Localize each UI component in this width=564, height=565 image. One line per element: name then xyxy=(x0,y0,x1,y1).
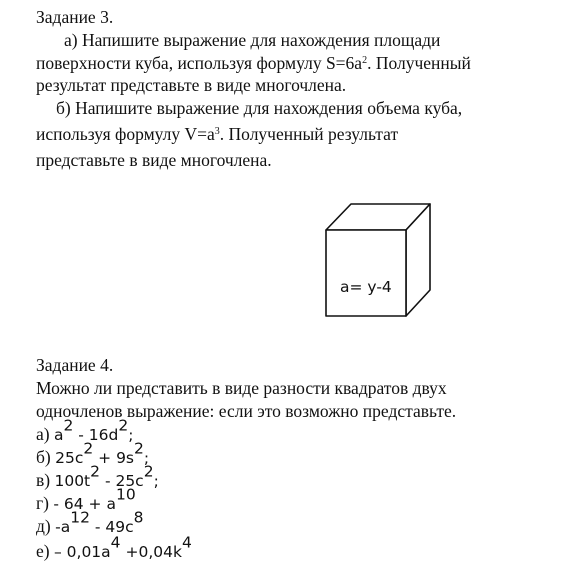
task4-item-term: 100t xyxy=(54,472,91,490)
cube-figure xyxy=(320,198,440,322)
task4-item-prefix: в) xyxy=(36,470,55,490)
task4-intro-line2: одночленов выражение: если это возможно представьте. xyxy=(36,401,457,421)
task4-item-prefix: д) xyxy=(36,516,56,536)
task4-item-exponent: 2 xyxy=(143,462,154,481)
task4-item-exponent: 4 xyxy=(110,533,121,552)
task4-item-term: +0,04k xyxy=(120,543,182,561)
task3-b-line2 xyxy=(36,123,398,145)
task4-item-term: 25c xyxy=(55,449,84,467)
task4-item-exponent: 2 xyxy=(134,439,144,458)
task4-item xyxy=(36,462,159,492)
task4-item-exponent: 4 xyxy=(181,533,192,552)
task3-a-line2-text: поверхности куба, используя формулу S=6a xyxy=(36,53,363,73)
task4-item xyxy=(36,508,144,538)
task4-item-exponent: 12 xyxy=(70,508,90,527)
task4-item-exponent: 10 xyxy=(115,485,136,504)
task3-b-line2-text: используя формулу V=a xyxy=(36,124,215,144)
task3-b-line2-sup: 3 xyxy=(214,126,220,137)
task4-item-exponent: 2 xyxy=(63,416,74,435)
cube-front-face xyxy=(326,230,406,316)
task4-item-prefix: а) xyxy=(36,424,54,444)
task4-item-term: - 16d xyxy=(73,426,119,444)
task4-item-term: -a xyxy=(55,518,71,536)
task3-a-line2 xyxy=(36,52,471,74)
task4-item-term: ; xyxy=(143,449,150,467)
task3-b-line2-post: . Полученный результат xyxy=(219,124,399,144)
task3-a-line2-sup: 2 xyxy=(362,55,368,66)
task3-b-line1: б) Напишите выражение для нахождения объема куба, xyxy=(56,98,463,118)
task4-intro-line1: Можно ли представить в виде разности квадратов двух xyxy=(36,378,447,398)
task4-item-term: + 9s xyxy=(93,449,135,467)
task3-a-line2-post: . Полученный xyxy=(367,53,471,73)
task3-title: Задание 3. xyxy=(36,7,114,27)
task4-item-exponent: 8 xyxy=(133,508,144,527)
task4-item xyxy=(36,533,192,563)
cube-label: a= y-4 xyxy=(340,278,392,296)
task3-a-line1: а) Напишите выражение для нахождения площади xyxy=(64,30,441,50)
task4-item-exponent: 2 xyxy=(83,439,94,458)
task4-item-prefix: г) xyxy=(36,493,54,513)
task4-item-prefix: б) xyxy=(36,447,56,467)
task4-item-term: ; xyxy=(128,426,134,444)
task4-item-exponent: 2 xyxy=(118,416,129,435)
task4-item-term: ; xyxy=(153,472,159,490)
task3-a-line3: результат представьте в виде многочлена. xyxy=(36,75,347,95)
task4-item-term: - 64 + a xyxy=(53,495,116,513)
task4-item-exponent: 2 xyxy=(90,462,101,481)
task4-item-term: - 25c xyxy=(100,472,144,490)
task4-item-prefix: е) xyxy=(36,541,54,561)
task4-item-term: - 49c xyxy=(89,518,134,536)
task4-item-term: a xyxy=(53,426,64,444)
task4-item-term: – 0,01a xyxy=(53,543,111,561)
task3-b-line3: представьте в виде многочлена. xyxy=(36,150,272,170)
task4-title: Задание 4. xyxy=(36,355,114,375)
